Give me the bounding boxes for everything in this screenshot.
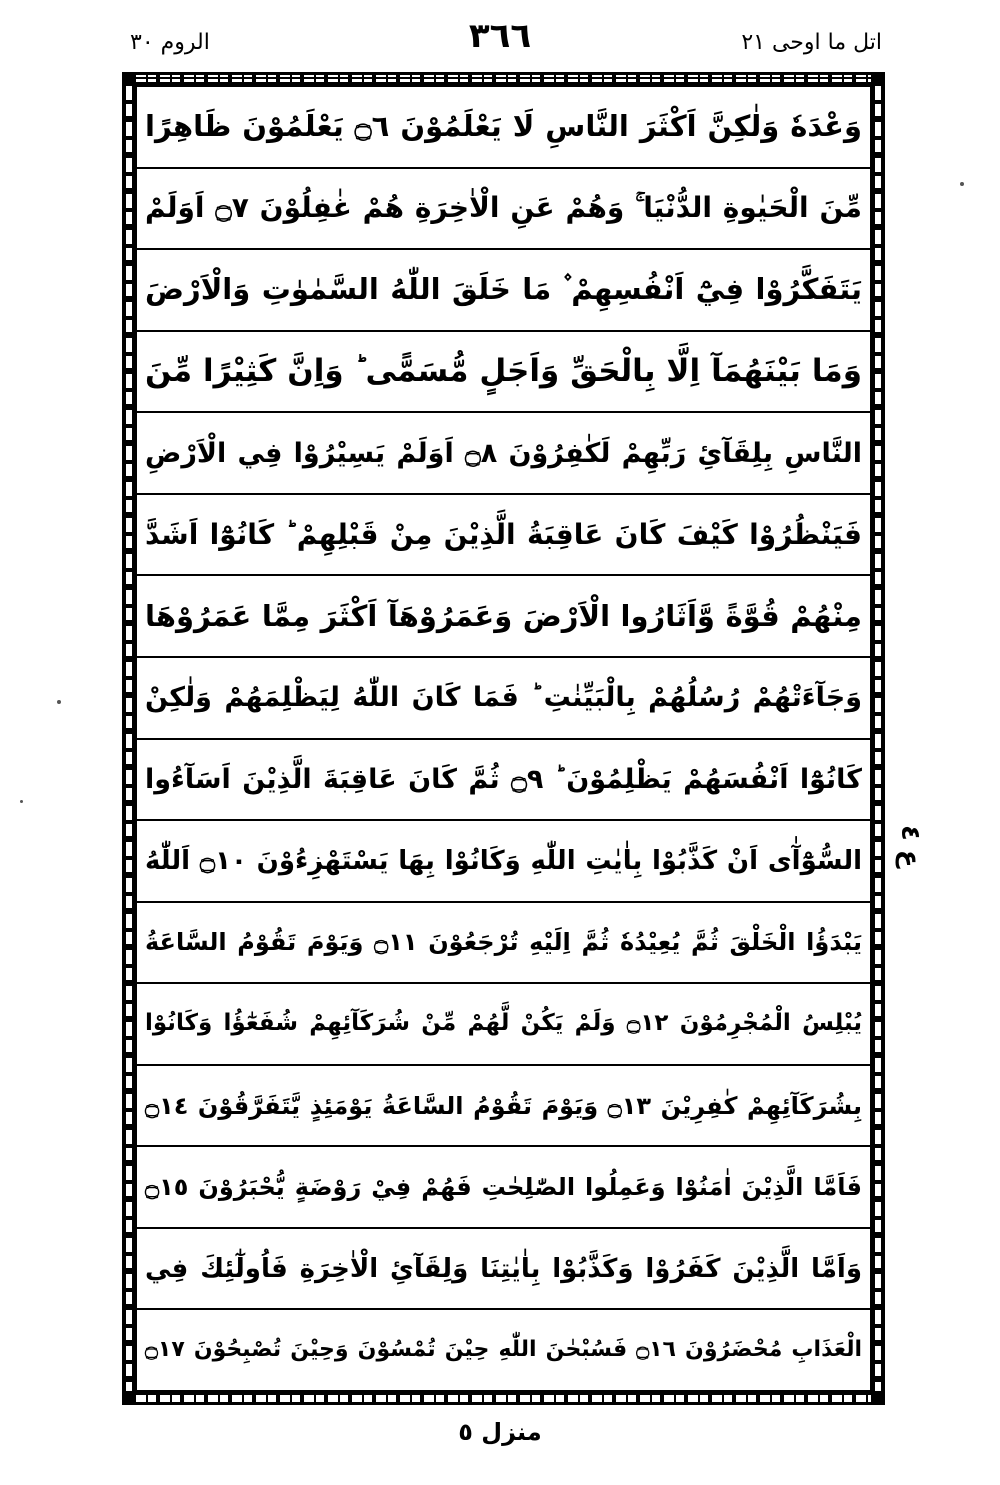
- line-text: النَّاسِ بِلِقَآئِ رَبِّهِمْ لَكٰفِرُوْنَ ۝٨ اَوَلَمْ يَسِيْرُوْا فِي الْاَرْضِ: [145, 437, 862, 469]
- border-ornament-left: [126, 86, 132, 1391]
- line-text: فَيَنْظُرُوْا كَيْفَ كَانَ عَاقِبَةُ الَّذِيْنَ مِنْ قَبْلِهِمْ ؕ كَانُوْٓا اَشَدَّ: [145, 517, 862, 551]
- line-text: السُّوْٓآٰى اَنْ كَذَّبُوْا بِاٰيٰتِ اللّٰهِ وَكَانُوْا بِهَا يَسْتَهْزِءُوْنَ ۝١٠ اَللّٰهُ: [145, 845, 862, 876]
- line-text: مِّنَ الْحَيٰوةِ الدُّنْيَا ۚ وَهُمْ عَنِ الْاٰخِرَةِ هُمْ غٰفِلُوْنَ ۝٧ اَوَلَمْ: [145, 191, 862, 225]
- verse-line-14: [137, 1147, 870, 1229]
- line-text: يُبْلِسُ الْمُجْرِمُوْنَ ۝١٢ وَلَمْ يَكُنْ لَّهُمْ مِّنْ شُرَكَآئِهِمْ شُفَعٰٓؤُا وَكَانُوْا: [145, 1010, 862, 1037]
- verse-line-12: [137, 984, 870, 1066]
- verse-line-13: [137, 1066, 870, 1148]
- border-ornament-right: [875, 86, 881, 1391]
- header-juz-label: اتل ما اوحى ٢١: [741, 30, 882, 55]
- line-text: وَعْدَهٗ وَلٰكِنَّ اَكْثَرَ النَّاسِ لَا يَعْلَمُوْنَ ۝٦ يَعْلَمُوْنَ ظَاهِرًا: [145, 109, 862, 144]
- scan-speck: [20, 800, 23, 803]
- ornamental-frame: [122, 72, 885, 1405]
- verse-line-10: [137, 821, 870, 903]
- manzil-footer: منزل ٥: [458, 1418, 542, 1446]
- verse-line-2: [137, 169, 870, 251]
- verse-lines: [137, 87, 870, 1390]
- scan-speck: [57, 700, 61, 704]
- scan-speck: [960, 182, 964, 186]
- border-ornament-top: [136, 75, 871, 82]
- verse-line-5: [137, 413, 870, 495]
- text-panel: [136, 86, 871, 1391]
- verse-line-11: [137, 903, 870, 985]
- verse-line-3: [137, 250, 870, 332]
- line-text: وَمَا بَيْنَهُمَآ اِلَّا بِالْحَقِّ وَاَجَلٍ مُّسَمًّى ؕ وَاِنَّ كَثِيْرًا مِّنَ: [145, 352, 862, 389]
- line-text: مِنْهُمْ قُوَّةً وَّاَثَارُوا الْاَرْضَ وَعَمَرُوْهَآ اَكْثَرَ مِمَّا عَمَرُوْهَا: [145, 598, 862, 633]
- line-text: فَاَمَّا الَّذِيْنَ اٰمَنُوْا وَعَمِلُوا الصّٰلِحٰتِ فَهُمْ فِيْ رَوْضَةٍ يُّحْبَرُوْنَ ۝١٥: [145, 1173, 862, 1202]
- verse-line-9: [137, 740, 870, 822]
- line-text: وَجَآءَتْهُمْ رُسُلُهُمْ بِالْبَيِّنٰتِ ؕ فَمَا كَانَ اللّٰهُ لِيَظْلِمَهُمْ وَلٰكِنْ: [145, 682, 862, 714]
- verse-line-16: [137, 1310, 870, 1390]
- border-ornament-bottom: [136, 1395, 871, 1402]
- ruku-marker: ع ٤: [895, 825, 925, 868]
- line-text: الْعَذَابِ مُحْضَرُوْنَ ۝١٦ فَسُبْحٰنَ اللّٰهِ حِيْنَ تُمْسُوْنَ وَحِيْنَ تُصْبِحُوْنَ ۝١٧: [145, 1337, 863, 1363]
- line-text: كَانُوْٓا اَنْفُسَهُمْ يَظْلِمُوْنَ ؕ ۝٩ ثُمَّ كَانَ عَاقِبَةَ الَّذِيْنَ اَسَآءُوا: [145, 763, 863, 795]
- header-surah-label: الروم ٣٠: [130, 30, 210, 55]
- page-number: ٣٦٦: [468, 16, 532, 56]
- verse-line-1: [137, 87, 870, 169]
- line-text: يَتَفَكَّرُوْا فِيْٓ اَنْفُسِهِمْ ۫ مَا خَلَقَ اللّٰهُ السَّمٰوٰتِ وَالْاَرْضَ: [145, 272, 862, 307]
- verse-line-4: [137, 332, 870, 414]
- verse-line-6: [137, 495, 870, 577]
- verse-line-15: [137, 1229, 870, 1311]
- verse-line-7: [137, 576, 870, 658]
- verse-line-8: [137, 658, 870, 740]
- line-text: بِشُرَكَآئِهِمْ كٰفِرِيْنَ ۝١٣ وَيَوْمَ تَقُوْمُ السَّاعَةُ يَوْمَئِذٍ يَّتَفَرَّقُوْنَ ۝١٤: [145, 1091, 862, 1120]
- line-text: يَبْدَؤُا الْخَلْقَ ثُمَّ يُعِيْدُهٗ ثُمَّ اِلَيْهِ تُرْجَعُوْنَ ۝١١ وَيَوْمَ تَقُوْمُ السَّاعَةُ: [145, 928, 862, 957]
- line-text: وَاَمَّا الَّذِيْنَ كَفَرُوْا وَكَذَّبُوْا بِاٰيٰتِنَا وَلِقَآئِ الْاٰخِرَةِ فَاُولٰٓئِكَ فِي: [145, 1253, 862, 1284]
